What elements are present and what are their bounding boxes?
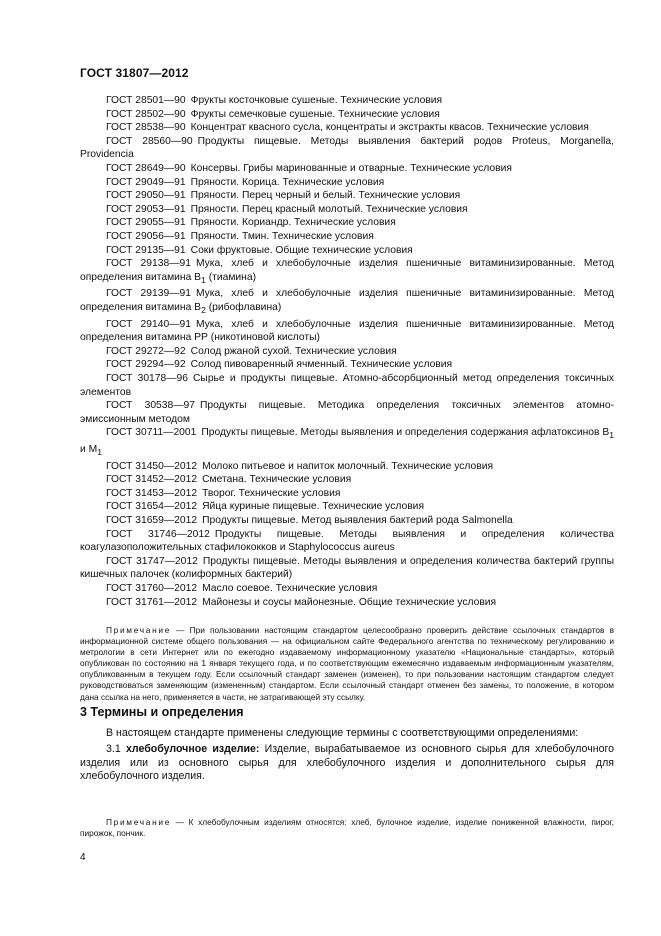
section-body bbox=[80, 727, 614, 786]
section-title: 3 Термины и определения bbox=[80, 705, 244, 719]
reference-code: ГОСТ 29138—91 bbox=[106, 258, 191, 270]
reference-code: ГОСТ 29055—91 bbox=[106, 217, 186, 229]
reference-subscript: 1 bbox=[97, 447, 102, 458]
reference-title: Пряности. Кориандр. Технические условия bbox=[190, 217, 396, 229]
reference-code: ГОСТ 29050—91 bbox=[106, 190, 186, 202]
reference-title: Пряности. Перец черный и белый. Технические условия bbox=[190, 190, 461, 202]
reference-item bbox=[80, 121, 614, 135]
reference-item bbox=[80, 203, 614, 217]
reference-code: ГОСТ 31746—2012 bbox=[106, 528, 210, 540]
reference-code: ГОСТ 30711—2001 bbox=[106, 427, 197, 439]
note-label: Примечание bbox=[106, 817, 172, 827]
reference-code: ГОСТ 31453—2012 bbox=[106, 487, 198, 499]
reference-title: Творог. Технические условия bbox=[202, 487, 341, 499]
reference-code: ГОСТ 29135—91 bbox=[106, 244, 186, 256]
reference-item bbox=[80, 358, 614, 372]
reference-code: ГОСТ 31654—2012 bbox=[106, 501, 198, 513]
reference-title: Пряности. Тмин. Технические условия bbox=[190, 230, 374, 242]
reference-title: Продукты пищевые. Методика определения токсичных элементов атомно-эмиссионным методом bbox=[80, 400, 615, 425]
reference-item bbox=[80, 162, 614, 176]
reference-title-tail: (тиамина) bbox=[205, 271, 257, 283]
references-list bbox=[80, 94, 614, 609]
reference-title: Пряности. Корица. Технические условия bbox=[190, 176, 385, 188]
definition-term: хлебобулочное изделие: bbox=[125, 742, 260, 755]
note-text: — При пользовании настоящим стандартом целесообразно проверить действие ссылочных стандартов в информационной системе общего пользования — на официальном сайте Федерального агентства по техническому регулированию и метрологии в сети Интернет или по ежегодно издаваемому информационному указателю «Национальные стандарты», который опубликован по состоянию на 1 января текущего года, и по соответствующим ежемесячно издаваемым информационным указателям, опубликованным в текущем году. Если ссылочный стандарт заменен (изменен), то при пользовании настоящим стандартом следует руководствоваться заменяющим (измененным) стандартом. Если ссылочный стандарт отменен без замены, то положение, в котором дана ссылка на него, применяется в части, не затрагивающей эту ссылку. bbox=[80, 625, 614, 702]
reference-item bbox=[80, 514, 614, 528]
reference-item bbox=[80, 176, 614, 190]
reference-code: ГОСТ 31659—2012 bbox=[106, 515, 198, 526]
reference-code: ГОСТ 29140—91 bbox=[106, 318, 191, 330]
reference-title: Солод пивоваренный ячменный. Технические условия bbox=[190, 359, 453, 371]
document-header: ГОСТ 31807—2012 bbox=[80, 66, 189, 80]
note-text: — К хлебобулочным изделиям относятся: хлеб, булочное изделие, изделие пониженной влажности, пирог, пирожок, пончик. bbox=[80, 817, 614, 839]
reference-title: Масло соевое. Технические условия bbox=[202, 582, 378, 594]
reference-item bbox=[80, 473, 614, 487]
reference-item bbox=[80, 372, 614, 399]
reference-title: Солод ржаной сухой. Технические условия bbox=[190, 345, 397, 357]
reference-code: ГОСТ 28538—90 bbox=[106, 122, 186, 134]
reference-item bbox=[80, 94, 614, 108]
reference-title-tail: (рибофлавина) bbox=[205, 301, 282, 313]
reference-title-tail: и М bbox=[80, 443, 98, 455]
reference-title: Мука, хлеб и хлебобулочные изделия пшеничные витаминизированные. Метод определения витамина РР (никотиновой кислоты) bbox=[80, 318, 615, 344]
note-label: Примечание bbox=[106, 625, 172, 635]
reference-code: ГОСТ 29294—92 bbox=[106, 359, 186, 371]
reference-title: Мука, хлеб и хлебобулочные изделия пшеничные витаминизированные. Метод определения витамина В bbox=[80, 258, 615, 283]
reference-code: ГОСТ 29139—91 bbox=[106, 288, 191, 300]
reference-title: Концентрат квасного сусла, концентраты и экстракты квасов. Технические условия bbox=[190, 122, 589, 134]
reference-item bbox=[80, 345, 614, 359]
definition-number: 3.1 bbox=[106, 742, 126, 755]
reference-title: Продукты пищевые. Метод выявления бактерий рода Salmonella bbox=[202, 515, 513, 526]
reference-code: ГОСТ 31760—2012 bbox=[106, 582, 198, 594]
reference-item bbox=[80, 257, 614, 287]
reference-code: ГОСТ 29053—91 bbox=[106, 203, 186, 215]
reference-item bbox=[80, 108, 614, 122]
reference-item bbox=[80, 318, 614, 345]
reference-code: ГОСТ 31452—2012 bbox=[106, 474, 198, 486]
reference-item bbox=[80, 555, 614, 582]
definition-3-1 bbox=[80, 743, 614, 784]
note-references bbox=[80, 625, 614, 703]
reference-title: Продукты пищевые. Методы выявления и определения содержания афлатоксинов В bbox=[201, 427, 610, 439]
reference-code: ГОСТ 28501—90 bbox=[106, 95, 186, 106]
reference-subscript: 1 bbox=[201, 274, 206, 285]
reference-title: Мука, хлеб и хлебобулочные изделия пшеничные витаминизированные. Метод определения витамина В bbox=[80, 288, 615, 313]
reference-item bbox=[80, 487, 614, 501]
reference-item bbox=[80, 500, 614, 514]
reference-title: Продукты пищевые. Методы выявления и определения количества бактерий группы кишечных палочек (колиформных бактерий) bbox=[80, 555, 614, 581]
reference-item bbox=[80, 287, 614, 317]
reference-code: ГОСТ 30538—97 bbox=[106, 400, 195, 412]
reference-item bbox=[80, 528, 614, 555]
reference-title: Сметана. Технические условия bbox=[202, 474, 352, 486]
reference-item bbox=[80, 399, 614, 426]
section-intro: В настоящем стандарте применены следующие термины с соответствующими определениями: bbox=[106, 727, 579, 739]
reference-code: ГОСТ 31450—2012 bbox=[106, 460, 198, 472]
reference-code: ГОСТ 28649—90 bbox=[106, 162, 186, 174]
reference-title: Консервы. Грибы маринованные и отварные. Технические условия bbox=[190, 162, 512, 174]
reference-title: Фрукты косточковые сушеные. Технические условия bbox=[190, 95, 443, 106]
reference-subscript: 2 bbox=[201, 305, 206, 315]
definition-text: Изделие, вырабатываемое из основного сырья для хлебобулочного изделия или из основного сырья для хлебобулочного изделия и дополнительного сырья для хлебобулочного изделия. bbox=[80, 742, 614, 783]
reference-item bbox=[80, 596, 614, 610]
reference-title: Молоко питьевое и напиток молочный. Технические условия bbox=[202, 460, 494, 472]
reference-item bbox=[80, 582, 614, 596]
reference-title: Продукты пищевые. Методы выявления бактерий родов Proteus, Morganella, Providencia bbox=[80, 135, 614, 161]
reference-item bbox=[80, 244, 614, 258]
note-definition bbox=[80, 817, 614, 839]
reference-title: Майонезы и соусы майонезные. Общие технические условия bbox=[202, 596, 497, 608]
reference-title: Продукты пищевые. Методы выявления и определения количества коагулазоположительных стафилококков и Staphylococcus aureus bbox=[80, 528, 614, 554]
reference-code: ГОСТ 30178—96 bbox=[106, 372, 188, 384]
reference-item bbox=[80, 460, 614, 474]
reference-code: ГОСТ 29049—91 bbox=[106, 176, 186, 188]
reference-code: ГОСТ 28502—90 bbox=[106, 108, 186, 120]
reference-item bbox=[80, 216, 614, 230]
reference-subscript: 1 bbox=[609, 430, 615, 441]
reference-title: Фрукты семечковые сушеные. Технические условия bbox=[190, 108, 440, 120]
reference-code: ГОСТ 28560—90 bbox=[106, 135, 193, 147]
reference-title: Соки фруктовые. Общие технические условия bbox=[190, 244, 413, 256]
page-number: 4 bbox=[80, 852, 86, 863]
reference-title: Пряности. Перец красный молотый. Технические условия bbox=[190, 203, 468, 215]
reference-item bbox=[80, 230, 614, 244]
reference-code: ГОСТ 31747—2012 bbox=[106, 555, 198, 567]
reference-code: ГОСТ 29272—92 bbox=[106, 345, 186, 357]
reference-item bbox=[80, 189, 614, 203]
reference-item bbox=[80, 426, 614, 459]
reference-title: Сырье и продукты пищевые. Атомно-абсорбционный метод определения токсичных элементов bbox=[80, 372, 614, 398]
reference-title: Яйца куриные пищевые. Технические условия bbox=[202, 501, 425, 513]
reference-code: ГОСТ 31761—2012 bbox=[106, 596, 198, 608]
reference-item bbox=[80, 135, 614, 162]
reference-code: ГОСТ 29056—91 bbox=[106, 230, 186, 242]
